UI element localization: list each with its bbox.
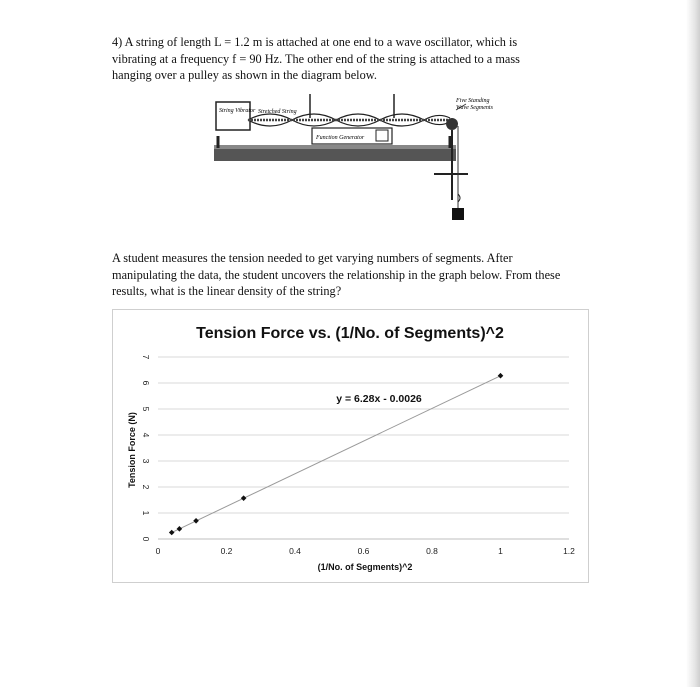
y-tick-label-2: 2	[140, 484, 151, 490]
y-tick-label-3: 3	[140, 458, 151, 464]
trendline-equation: y = 6.28x - 0.0026	[336, 393, 422, 405]
data-point-1	[177, 526, 183, 532]
x-tick-label-2: 0.4	[289, 546, 301, 556]
chart-container	[112, 309, 589, 583]
data-point-4	[498, 373, 504, 379]
x-axis-label: (1/No. of Segments)^2	[317, 562, 413, 572]
y-axis-label: Tension Force (N)	[127, 412, 137, 488]
x-tick-label-5: 1	[498, 546, 503, 556]
x-tick-label-1: 0.2	[220, 546, 233, 556]
vibrator-label: String Vibrator	[219, 108, 256, 114]
x-tick-label-3: 0.6	[357, 546, 370, 556]
chart-title: Tension Force vs. (1/No. of Segments)^2	[196, 325, 504, 342]
chart-axes	[141, 355, 575, 556]
generator-label: Function Generator	[316, 135, 365, 141]
y-tick-label-0: 0	[140, 536, 151, 542]
x-tick-label-4: 0.8	[426, 546, 438, 556]
data-point-3	[241, 495, 247, 501]
apparatus-diagram	[208, 90, 518, 230]
y-tick-label-4: 4	[140, 432, 151, 438]
tension-chart	[113, 310, 588, 582]
y-tick-label-1: 1	[140, 510, 151, 516]
x-tick-label-6: 1.2	[563, 546, 575, 556]
table-base	[214, 148, 456, 161]
vibrator-box	[216, 102, 250, 130]
hanging-mass	[452, 208, 464, 220]
page-edge-shadow	[686, 0, 700, 687]
y-tick-label-5: 5	[140, 406, 151, 412]
pulley-icon	[446, 118, 458, 130]
segments-label-1: Five Standing	[456, 98, 490, 104]
y-tick-label-6: 6	[140, 380, 151, 386]
problem-question: A student measures the tension needed to get varying numbers of segments. After manipulating the data, the student uncovers the relationship in the graph below. From these results, what is the linear density of the string?	[112, 251, 561, 298]
stretched-label: Stretched String	[258, 109, 297, 115]
generator-screen	[376, 130, 388, 141]
chart-grid	[158, 357, 569, 513]
x-tick-label-0: 0	[155, 546, 161, 556]
data-point-0	[169, 530, 175, 536]
table-top	[214, 145, 456, 149]
data-point-2	[193, 518, 199, 524]
segments-label-2: Wave Segments	[456, 105, 493, 111]
y-tick-label-7: 7	[140, 354, 151, 360]
problem-intro: 4) A string of length L = 1.2 m is attached at one end to a wave oscillator, which is vibrating at a frequency f = 90 Hz. The other end of the string is attached to a mass hanging over a pulley as shown in the diagram below.	[112, 35, 520, 82]
